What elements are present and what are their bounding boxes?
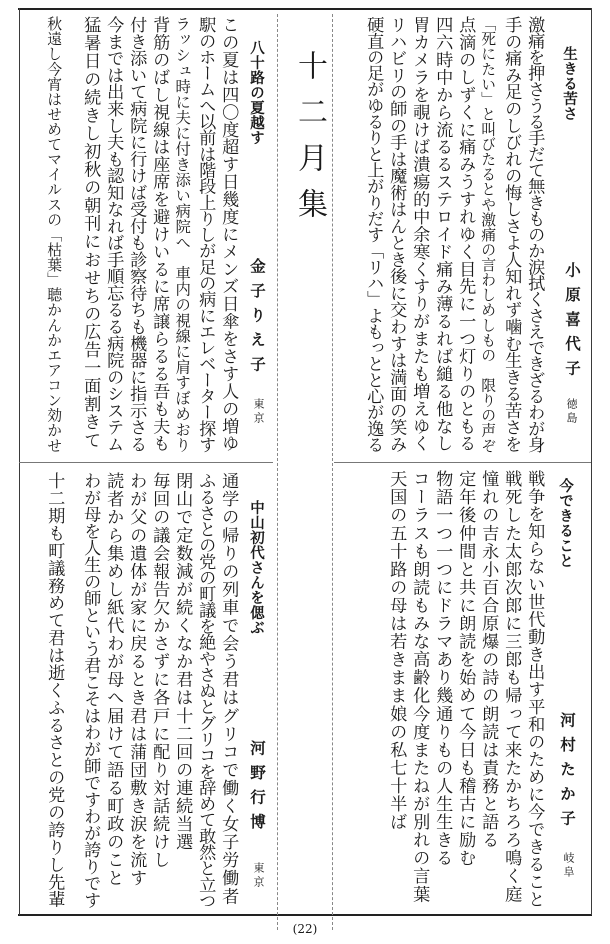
poem-line: 硬直の足がゆるりと上がりだす「リハ」よもっとと心が逸る [363,16,384,452]
poem-line: 胃カメラを覗けば潰瘍的中余寒くすりがまたも増えゆく [409,16,430,452]
poem-title: 八十路の夏越す [248,40,264,145]
poem-line: 物語一つ一つにドラマあり幾通りもの人生生きる [432,470,453,868]
poem-line: 激痛を押さうる手だて無きものか涙拭くさえできざるわが身 [524,16,545,452]
poem-author: 河野行博 [248,740,266,838]
poem-line: コーラスも朗読もみな高齢化今度またねが別れの言葉 [409,470,430,904]
poem-author: 金子りえ子 [248,258,266,381]
poem-title: 生きる苦さ [561,46,577,121]
poem-title: 中山初代さんを偲ぶ [248,500,264,635]
poem-place: 東京 [252,862,265,890]
poem-line: わが父の遺体が家に戻るとき君は蒲団敷き涙を流す [126,472,147,888]
poem-line: 戦争を知らない世代動き出す平和のために今できること [524,470,545,908]
left-middle-rule [19,462,273,463]
poem-place: 岐阜 [562,852,575,880]
poem-title: 今できること [557,478,573,568]
poem-line: 駅のホームへ以前は階段上りしが足の病にエレベーター探す [195,16,216,452]
poem-line: この夏は四〇度超す日幾度にメンズ日傘をさす人の増ゆ [218,16,239,452]
poem-line: ラッシュ時に夫に付き添い病院へ 車内の視線に肩すぼめおり [173,16,192,453]
poem-line: 今までは出来し夫も認知なれば手順忘るる病院のシステム [103,16,124,453]
poem-line: 憧れの吉永小百合原爆の詩の朗読は責務と語る [478,470,499,850]
poem-line: 通学の帰りの列車で会う君はグリコで働く女子労働者 [218,472,239,906]
page-number: (22) [292,922,318,936]
poem-line: 背筋のばし視線は座席を避けいるに席譲らるる吾も夫も [149,16,170,452]
poem-line: 猛暑日の続きし初秋の朝刊におせちの広告一面割きて [80,16,101,450]
poem-line: 毎回の議会報告欠かさずに各戸に配り対話続けし [149,472,170,870]
month-title: 十二月集 [292,50,327,234]
poem-line: 読者から集めし紙代わが母へ届けて語る町政のこと [103,472,124,888]
poem-line: 閉山で定数減が続くなか君は十二回の連続当選 [172,472,193,852]
poem-line: 天国の五十路の母は若きまま娘の私七十半ば [386,470,407,831]
poem-place: 徳島 [565,398,578,426]
poem-line: 付き添いて病院に行けば受付も診察待ちも機器に指示さる [126,16,147,453]
poem-line: 十二期も町議務めて君は逝くふるさとの党の誇りし先輩 [44,472,65,908]
poem-line: 四六時中から流るるステロイド痛み薄るれば縋る他なし [432,16,453,452]
poem-line: リハビリの師の手は魔術はんとき後に交わすは満面の笑み [386,16,407,453]
poem-line: 手の痛み足のしびれの悔しさよ人知れず噛む生きる苦さを [501,16,522,453]
poem-line: ふるさとの党の町議を絶やさぬとグリコを辞めて敢然と立つ [195,472,216,908]
poem-line: 点滴のしずくに痛みうすれゆく目先に一つ灯りのともる [455,16,476,452]
poem-author: 小原喜代子 [563,262,581,385]
poem-author: 河村たか子 [558,712,576,835]
poem-line: 戦死した太郎次郎に三郎も帰って来たかちろろ鳴く庭 [501,470,522,904]
poem-line: 定年後仲間と共に朗読を始めて今日も稽古に励む [455,470,476,868]
top-rule [18,8,592,10]
poem-line: わが母を人生の師という君こそはわが師ですわが誇りです [80,472,101,909]
poem-place: 東京 [252,398,265,426]
poem-line: 「死にたい」と叫びたるとや激痛の言わしめしもの 限りの声ぞ [479,16,498,453]
right-rule [591,8,592,915]
right-middle-rule [334,462,591,463]
poem-line: 秋遠し今宵はせめてマイルスの「枯葉」聴かんかエアコン効かせ [45,16,64,453]
